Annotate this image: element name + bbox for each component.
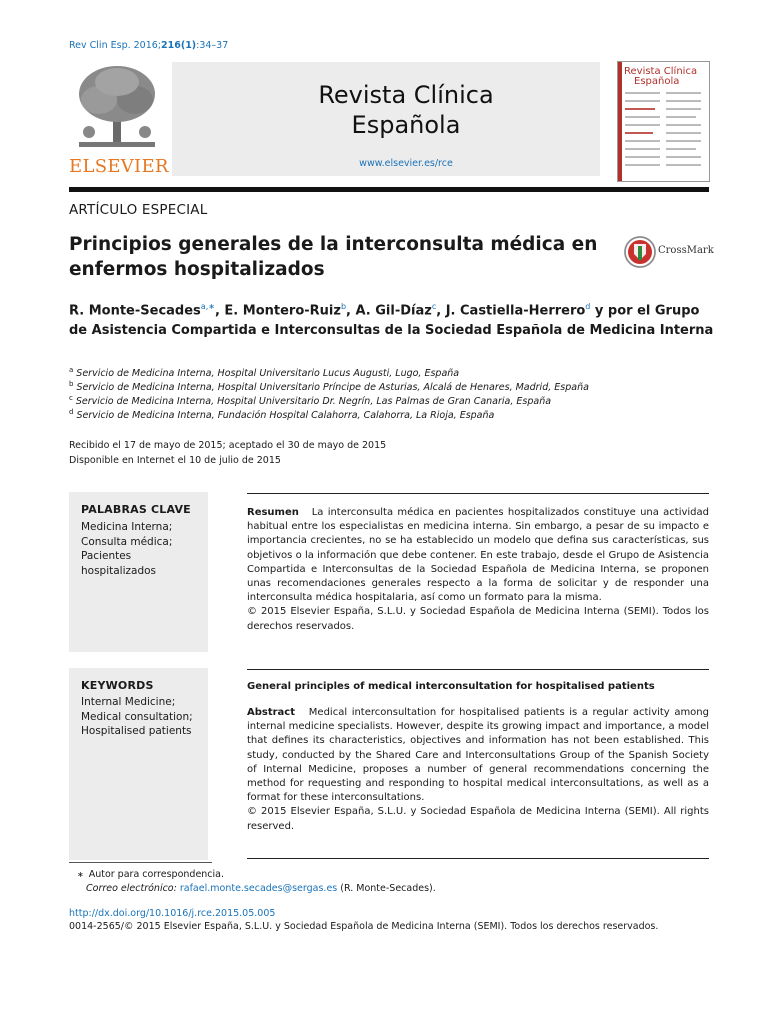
abstract-label: Abstract: [247, 707, 296, 718]
keyword-item: Medical consultation;: [81, 710, 193, 723]
author-affiliation-mark[interactable]: b: [340, 302, 347, 311]
corresponding-author-note: [69, 868, 224, 882]
footnote-mark: ∗: [77, 870, 84, 879]
affiliation-d: [69, 405, 709, 423]
elsevier-wordmark: ELSEVIER: [69, 156, 169, 177]
cover-title-line2: Española: [634, 76, 680, 87]
cover-line: [625, 124, 660, 126]
author-affiliation-mark[interactable]: c: [431, 302, 437, 311]
resumen-label: Resumen: [247, 507, 299, 518]
citation-prefix: Rev Clin Esp. 2016;: [69, 40, 162, 51]
affiliation-mark: c: [69, 394, 73, 402]
cover-title: [624, 67, 697, 87]
journal-title-line1: Revista Clínica: [318, 81, 494, 109]
keywords-es-heading: PALABRAS CLAVE: [81, 503, 191, 516]
received-date: Recibido el 17 de mayo de 2015; aceptado el 30 de mayo de 2015: [69, 440, 387, 451]
cover-line: [666, 124, 701, 126]
cover-line: [666, 116, 696, 118]
corresponding-email-line: [86, 882, 436, 896]
cover-line: [666, 108, 701, 110]
keyword-item: Pacientes: [81, 550, 132, 562]
cover-line: [625, 132, 653, 134]
article-title-line1: Principios generales de la interconsulta médica en: [69, 234, 598, 255]
abstract-paragraph: [247, 706, 709, 805]
affiliation-mark: d: [69, 408, 74, 416]
journal-title-line2: Española: [351, 111, 461, 139]
journal-citation[interactable]: [69, 40, 228, 51]
cover-line: [666, 132, 701, 134]
abstract-bottom-rule: [247, 858, 709, 859]
keywords-en-heading: KEYWORDS: [81, 679, 154, 692]
crossmark-icon: [624, 234, 656, 270]
author-name: R. Monte-Secades: [69, 303, 201, 319]
cover-line: [666, 164, 701, 166]
keyword-item: Consulta médica;: [81, 535, 173, 548]
affiliation-text: Servicio de Medicina Interna, Fundación Hospital Calahorra, Calahorra, La Rioja, España: [76, 410, 495, 422]
journal-cover-thumbnail: [617, 61, 710, 182]
citation-volume: 216(1): [161, 40, 197, 51]
cover-line: [625, 164, 660, 166]
resumen-paragraph: [247, 506, 709, 605]
cover-line: [625, 92, 660, 94]
email-label: Correo electrónico:: [86, 883, 177, 894]
header-rule: [69, 187, 709, 192]
cover-title-line1: Revista Clínica: [624, 66, 698, 77]
issn-copyright-line: 0014-2565/© 2015 Elsevier España, S.L.U. y Sociedad Española de Medicina Interna (SEMI). Todos los derechos reservados.: [69, 921, 659, 932]
author-list: [69, 297, 714, 341]
email-suffix: (R. Monte-Secades).: [337, 883, 436, 894]
article-title-line2: enfermos hospitalizados: [69, 259, 325, 280]
cover-line: [625, 140, 660, 142]
resumen-copyright: © 2015 Elsevier España, S.L.U. y Sociedad Española de Medicina Interna (SEMI). Todos los derechos reservados.: [247, 606, 709, 632]
cover-line: [666, 148, 696, 150]
keyword-item: Hospitalised patients: [81, 725, 192, 737]
article-dates: [69, 438, 386, 468]
cover-line: [666, 156, 701, 158]
cover-line: [625, 148, 660, 150]
resumen-text: La interconsulta médica en pacientes hospitalizados constituye una actividad habitual entre los especialistas en medicina interna. Sin embargo, a pesar de su impacto e importancia crecientes, no se ha establecido un modelo que defina sus características, sus objetivos o la información que debe contener. En este trabajo, desde el Grupo de Asistencia Compartida e Interconsultas de la Sociedad Española de Medicina Interna, se proponen unas recomendaciones generales respecto a la forma de solicitar y de responder una interconsulta médica hospitalaria, así como un formato para la misma.: [247, 507, 709, 604]
affiliation-text: Servicio de Medicina Interna, Hospital Universitario Dr. Negrín, Las Palmas de Gran Canaria, España: [75, 396, 552, 408]
cover-strip: [618, 62, 622, 181]
author-name: , A. Gil-Díaz: [346, 303, 432, 319]
affiliation-text: Servicio de Medicina Interna, Hospital Universitario Lucus Augusti, Lugo, España: [76, 368, 460, 380]
online-date: Disponible en Internet el 10 de julio de 2015: [69, 455, 281, 466]
footnote-rule: [69, 862, 212, 863]
article-type-label: ARTÍCULO ESPECIAL: [69, 202, 208, 218]
abstract-top-rule: [247, 669, 709, 670]
cover-line: [666, 100, 701, 102]
author-name: , E. Montero-Ruiz: [214, 303, 341, 319]
abstract-block: [247, 706, 709, 834]
author-affiliation-mark[interactable]: d: [585, 302, 591, 311]
journal-url-link[interactable]: www.elsevier.es/rce: [359, 158, 453, 169]
abstract-copyright: © 2015 Elsevier España, S.L.U. y Sociedad Española de Medicina Interna (SEMI). All rights reserved.: [247, 806, 709, 832]
cover-line: [666, 140, 701, 142]
affiliation-mark: b: [69, 380, 74, 388]
cover-line: [625, 108, 655, 110]
article-title: [69, 232, 609, 282]
abstract-text: Medical interconsultation for hospitalised patients is a regular activity among internal medicine specialists. However, despite its growing impact and importance, a model that defines its characteristics, objectives and information has not been established. This study, conducted by the Shared Care and Interconsultations Group of the Spanish Society of Internal Medicine, proposes a number of general recommendations concerning the method for requesting and responding to hospital medical interconsultations, as well as a format for these interconsultations.: [247, 707, 709, 804]
cover-line: [625, 156, 660, 158]
cover-line: [666, 92, 701, 94]
footnote-author-note: Autor para correspondencia.: [88, 869, 225, 880]
resumen-top-rule: [247, 493, 709, 494]
keyword-item: Medicina Interna;: [81, 521, 173, 533]
cover-line: [625, 116, 660, 118]
author-name: , J. Castiella-Herrero: [436, 303, 586, 319]
elsevier-tree-logo-icon: [69, 60, 165, 156]
author-group: y por el Grupo de Asistencia Compartida e Interconsultas de la Sociedad Española de Medicina Interna: [69, 303, 714, 339]
author-affiliation-mark[interactable]: a,∗: [200, 302, 215, 311]
doi-link[interactable]: http://dx.doi.org/10.1016/j.rce.2015.05.005: [69, 908, 276, 919]
keyword-item: Internal Medicine;: [81, 696, 176, 708]
journal-title: [172, 80, 640, 140]
cover-line: [625, 100, 660, 102]
affiliation-text: Servicio de Medicina Interna, Hospital Universitario Príncipe de Asturias, Alcalá de Henares, Madrid, España: [76, 382, 589, 394]
keyword-item: hospitalizados: [81, 564, 157, 577]
keywords-en-box: [69, 668, 208, 860]
citation-pages: :34–37: [196, 40, 229, 51]
affiliation-mark: a: [69, 366, 74, 374]
crossmark-label: CrossMark: [658, 245, 714, 256]
resumen-block: [247, 506, 709, 634]
keywords-es-box: [69, 492, 208, 652]
abstract-title: General principles of medical interconsultation for hospitalised patients: [247, 681, 655, 692]
email-link[interactable]: rafael.monte.secades@sergas.es: [179, 883, 338, 894]
crossmark-button[interactable]: [624, 234, 714, 270]
